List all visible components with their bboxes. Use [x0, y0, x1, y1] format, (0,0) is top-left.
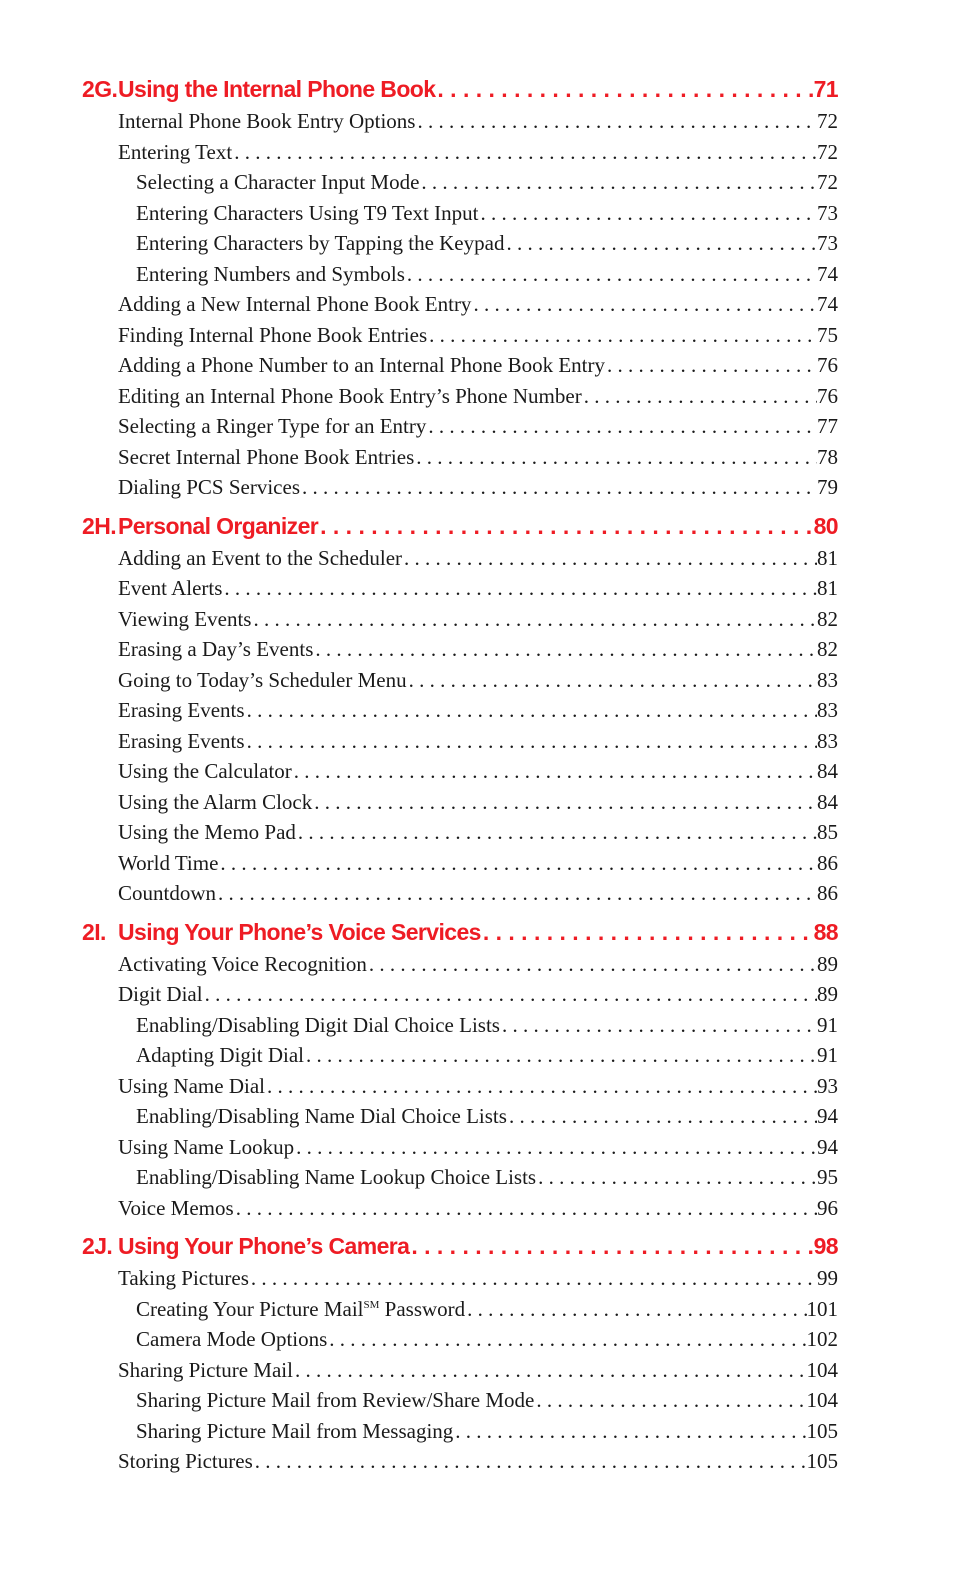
entry-title: [118, 1446, 253, 1477]
dot-leader: [465, 1294, 806, 1325]
entry-title: [136, 1040, 304, 1071]
entry-title-text-after: Password: [379, 1296, 466, 1321]
chapter-heading[interactable]: [82, 1229, 838, 1263]
dot-leader: [245, 726, 817, 757]
entry-title-text: Using the Calculator: [118, 759, 292, 783]
entry-title-text: Camera Mode Options: [136, 1327, 328, 1351]
entry-title: [118, 848, 218, 879]
chapter-number: 2G.: [82, 76, 118, 102]
dot-leader: [481, 915, 814, 949]
entry-title-text: Adding an Event to the Scheduler: [118, 545, 403, 570]
entry-title-text: Sharing Picture Mail: [118, 1357, 293, 1382]
toc-entry[interactable]: [82, 1324, 838, 1355]
chapter-title-text: Using Your Phone’s Camera: [118, 1233, 410, 1259]
toc-entry[interactable]: [82, 848, 838, 879]
dot-leader: [427, 320, 817, 351]
entry-title: [136, 1162, 536, 1193]
dot-leader: [203, 979, 817, 1010]
entry-title-text: Adding a Phone Number to an Internal Phone Book Entry: [118, 353, 605, 377]
toc-entry[interactable]: [82, 1355, 838, 1386]
toc-entry[interactable]: [82, 1132, 838, 1163]
entry-page-number: 96: [817, 1195, 838, 1220]
entry-title: [118, 1071, 265, 1102]
entry-page-number: 79: [817, 475, 838, 499]
entry-title: [118, 604, 251, 635]
entry-title-text: Going to Today’s Scheduler Menu: [118, 667, 407, 692]
entry-page-number: 104: [806, 1357, 838, 1382]
entry-page-number: 73: [817, 200, 838, 225]
entry-page-number: 76: [817, 383, 838, 408]
entry-title: [118, 665, 407, 696]
dot-leader: [318, 509, 814, 543]
chapter-number: 2H.: [82, 512, 116, 539]
entry-title-text: Selecting a Character Input Mode: [136, 170, 420, 194]
dot-leader: [292, 756, 817, 787]
chapter-heading[interactable]: [82, 72, 838, 106]
entry-title: [118, 1132, 294, 1163]
entry-title-text: Entering Numbers and Symbols: [136, 261, 405, 286]
dot-leader: [419, 167, 817, 198]
service-mark: SM: [363, 1298, 380, 1311]
toc-entry[interactable]: [82, 472, 838, 503]
dot-leader: [265, 1071, 817, 1102]
entry-title-text: Enabling/Disabling Name Lookup Choice Lists: [136, 1165, 537, 1189]
entry-page-number: 94: [817, 1134, 838, 1159]
toc-entry[interactable]: [82, 1010, 838, 1041]
toc-entry[interactable]: [82, 289, 838, 320]
toc-entry[interactable]: [82, 665, 838, 696]
entry-page-number: 102: [806, 1327, 838, 1351]
entry-title-text: Adding a New Internal Phone Book Entry: [118, 292, 472, 316]
entry-title: [118, 411, 426, 442]
chapter-page-number: 71: [813, 76, 838, 102]
dot-leader: [251, 604, 817, 635]
toc-entry[interactable]: [82, 137, 838, 168]
entry-page-number: 91: [817, 1043, 838, 1067]
entry-title-text: Finding Internal Phone Book Entries: [118, 322, 428, 347]
dot-leader: [405, 259, 817, 290]
entry-title-text: Activating Voice Recognition: [118, 951, 367, 976]
toc-entry[interactable]: [82, 1385, 838, 1416]
dot-leader: [313, 634, 817, 665]
toc-entry[interactable]: [82, 756, 838, 787]
entry-title: [118, 979, 203, 1010]
entry-title: [118, 472, 300, 503]
dot-leader: [222, 573, 817, 604]
toc-entry[interactable]: [82, 1101, 838, 1132]
entry-title: [118, 949, 367, 980]
entry-page-number: 73: [817, 231, 838, 255]
entry-page-number: 74: [817, 261, 838, 286]
toc-entry[interactable]: [82, 1263, 838, 1294]
dot-leader: [500, 1010, 817, 1041]
entry-title-text: Adapting Digit Dial: [136, 1043, 304, 1067]
toc-entry[interactable]: [82, 1040, 838, 1071]
chapter-title: [82, 509, 318, 543]
entry-title-text: Enabling/Disabling Digit Dial Choice Lists: [136, 1012, 500, 1037]
entry-title-text: Entering Text: [118, 139, 233, 164]
entry-page-number: 94: [817, 1104, 838, 1128]
entry-title-text: Using Name Lookup: [118, 1134, 295, 1159]
toc-entry[interactable]: [82, 1162, 838, 1193]
entry-title: [118, 543, 402, 574]
entry-page-number: 76: [817, 353, 838, 377]
toc-entry[interactable]: [82, 350, 838, 381]
dot-leader: [300, 472, 817, 503]
dot-leader: [435, 72, 813, 106]
entry-title-text: Enabling/Disabling Name Dial Choice Lists: [136, 1104, 507, 1128]
dot-leader: [426, 411, 817, 442]
toc-entry[interactable]: [82, 381, 838, 412]
toc-entry[interactable]: [82, 573, 838, 604]
dot-leader: [232, 137, 817, 168]
entry-page-number: 82: [817, 606, 838, 631]
toc-entry[interactable]: [82, 106, 838, 137]
chapter-number: 2I.: [82, 918, 106, 945]
dot-leader: [312, 787, 817, 818]
entry-page-number: 85: [817, 820, 838, 844]
entry-title: [118, 106, 415, 137]
dot-leader: [478, 198, 817, 229]
entry-page-number: 75: [817, 322, 838, 347]
chapter-page-number: 80: [813, 512, 838, 539]
chapter-title: [82, 72, 435, 106]
dot-leader: [253, 1446, 807, 1477]
toc-entry[interactable]: [82, 634, 838, 665]
entry-page-number: 89: [817, 982, 838, 1006]
dot-leader: [296, 817, 817, 848]
toc-entry[interactable]: [82, 320, 838, 351]
toc-entry[interactable]: [82, 1071, 838, 1102]
entry-page-number: 104: [806, 1388, 838, 1412]
entry-title-text: Entering Characters by Tapping the Keypad: [136, 231, 505, 255]
entry-title-text: Taking Pictures: [118, 1266, 249, 1290]
entry-page-number: 72: [817, 170, 838, 194]
entry-title-text: Secret Internal Phone Book Entries: [118, 444, 415, 469]
chapter-title-text: Using Your Phone’s Voice Services: [118, 918, 481, 945]
entry-title: [136, 1416, 453, 1447]
entry-title: [118, 634, 313, 665]
entry-page-number: 83: [817, 728, 838, 753]
toc-entry[interactable]: [82, 198, 838, 229]
entry-title: [118, 320, 427, 351]
toc-entry[interactable]: [82, 543, 838, 574]
entry-title-text: Event Alerts: [118, 576, 223, 600]
dot-leader: [402, 543, 817, 574]
dot-leader: [471, 289, 817, 320]
entry-title: [118, 137, 232, 168]
entry-page-number: 84: [817, 759, 838, 783]
toc-entry[interactable]: [82, 949, 838, 980]
entry-page-number: 101: [806, 1296, 838, 1321]
entry-title-text: Countdown: [118, 881, 217, 905]
entry-title: [136, 259, 405, 290]
dot-leader: [367, 949, 817, 980]
dot-leader: [304, 1040, 817, 1071]
entry-title: [118, 1263, 249, 1294]
entry-title-text: Storing Pictures: [118, 1449, 253, 1473]
entry-title: [118, 289, 471, 320]
entry-title: [118, 442, 414, 473]
entry-page-number: 99: [817, 1266, 838, 1290]
dot-leader: [327, 1324, 806, 1355]
entry-title: [118, 817, 296, 848]
toc-entry[interactable]: [82, 442, 838, 473]
entry-page-number: 82: [817, 637, 838, 661]
entry-title-text: Using Name Dial: [118, 1073, 265, 1098]
toc-entry[interactable]: [82, 1193, 838, 1224]
toc-entry[interactable]: [82, 228, 838, 259]
entry-page-number: 78: [817, 444, 838, 469]
chapter-title-text: Personal Organizer: [118, 512, 319, 539]
chapter-heading[interactable]: [82, 509, 838, 543]
entry-page-number: 86: [817, 881, 838, 905]
dot-leader: [453, 1416, 806, 1447]
chapter-number: 2J.: [82, 1233, 113, 1259]
entry-title-text: Sharing Picture Mail from Review/Share Mode: [136, 1388, 535, 1412]
entry-page-number: 95: [817, 1165, 838, 1189]
dot-leader: [234, 1193, 817, 1224]
dot-leader: [605, 350, 817, 381]
entry-title-text: Erasing a Day’s Events: [118, 637, 314, 661]
toc-entry[interactable]: [82, 979, 838, 1010]
toc-entry[interactable]: [82, 878, 838, 909]
entry-page-number: 91: [817, 1012, 838, 1037]
toc-entry[interactable]: [82, 1446, 838, 1477]
table-of-contents: [82, 72, 838, 1477]
entry-page-number: 89: [817, 951, 838, 976]
entry-page-number: 72: [817, 109, 838, 133]
entry-title: [136, 1010, 500, 1041]
entry-title-text: Internal Phone Book Entry Options: [118, 109, 416, 133]
dot-leader: [407, 665, 817, 696]
dot-leader: [293, 1355, 807, 1386]
toc-entry[interactable]: [82, 817, 838, 848]
dot-leader: [415, 106, 817, 137]
chapter-page-number: 88: [813, 918, 838, 945]
dot-leader: [249, 1263, 817, 1294]
dot-leader: [582, 381, 817, 412]
dot-leader: [245, 695, 817, 726]
entry-title-text: World Time: [118, 850, 219, 875]
entry-title: [136, 1294, 465, 1325]
entry-page-number: 81: [817, 545, 838, 570]
entry-title: [118, 756, 292, 787]
entry-title-text: Dialing PCS Services: [118, 475, 300, 499]
dot-leader: [507, 1101, 817, 1132]
entry-title-text: Sharing Picture Mail from Messaging: [136, 1418, 454, 1443]
toc-entry[interactable]: [82, 1294, 838, 1325]
entry-page-number: 83: [817, 698, 838, 722]
entry-title: [118, 695, 245, 726]
entry-title: [136, 1324, 327, 1355]
entry-title: [118, 1355, 293, 1386]
entry-title: [136, 228, 504, 259]
entry-title-text: Digit Dial: [118, 982, 203, 1006]
entry-title-text: Voice Memos: [118, 1195, 234, 1220]
entry-title-text: Using the Memo Pad: [118, 820, 296, 844]
dot-leader: [294, 1132, 817, 1163]
entry-title-text: Creating Your Picture Mail: [136, 1296, 364, 1321]
entry-title: [118, 573, 222, 604]
toc-entry[interactable]: [82, 1416, 838, 1447]
toc-entry[interactable]: [82, 259, 838, 290]
entry-page-number: 105: [806, 1449, 838, 1473]
dot-leader: [409, 1229, 813, 1263]
entry-title: [118, 726, 245, 757]
toc-entry[interactable]: [82, 787, 838, 818]
dot-leader: [218, 848, 817, 879]
entry-title-text: Viewing Events: [118, 606, 252, 631]
entry-title-text: Selecting a Ringer Type for an Entry: [118, 414, 427, 438]
dot-leader: [414, 442, 817, 473]
entry-title-text: Erasing Events: [118, 698, 245, 722]
entry-title: [136, 198, 478, 229]
entry-page-number: 81: [817, 576, 838, 600]
chapter-heading[interactable]: [82, 915, 838, 949]
dot-leader: [534, 1385, 806, 1416]
dot-leader: [536, 1162, 817, 1193]
chapter-title-text: Using the Internal Phone Book: [118, 76, 436, 102]
entry-title: [118, 1193, 234, 1224]
dot-leader: [216, 878, 817, 909]
toc-entry[interactable]: [82, 604, 838, 635]
entry-title: [118, 381, 582, 412]
toc-entry[interactable]: [82, 695, 838, 726]
entry-title-text: Editing an Internal Phone Book Entry’s Phone Number: [118, 383, 582, 408]
entry-page-number: 74: [817, 292, 838, 316]
entry-page-number: 72: [817, 139, 838, 164]
entry-page-number: 84: [817, 789, 838, 814]
entry-page-number: 83: [817, 667, 838, 692]
chapter-title: [82, 1229, 409, 1263]
dot-leader: [504, 228, 817, 259]
entry-title: [136, 1385, 534, 1416]
entry-title: [136, 1101, 507, 1132]
entry-page-number: 77: [817, 414, 838, 438]
toc-entry[interactable]: [82, 411, 838, 442]
entry-title-text: Entering Characters Using T9 Text Input: [136, 200, 479, 225]
entry-title-text: Using the Alarm Clock: [118, 789, 313, 814]
chapter-page-number: 98: [813, 1233, 838, 1259]
entry-title: [118, 787, 312, 818]
entry-title: [136, 167, 419, 198]
entry-title: [118, 350, 605, 381]
entry-title-text: Erasing Events: [118, 728, 245, 753]
entry-page-number: 86: [817, 850, 838, 875]
entry-page-number: 93: [817, 1073, 838, 1098]
toc-entry[interactable]: [82, 726, 838, 757]
toc-entry[interactable]: [82, 167, 838, 198]
entry-title: [118, 878, 216, 909]
chapter-title: [82, 915, 481, 949]
entry-page-number: 105: [806, 1418, 838, 1443]
